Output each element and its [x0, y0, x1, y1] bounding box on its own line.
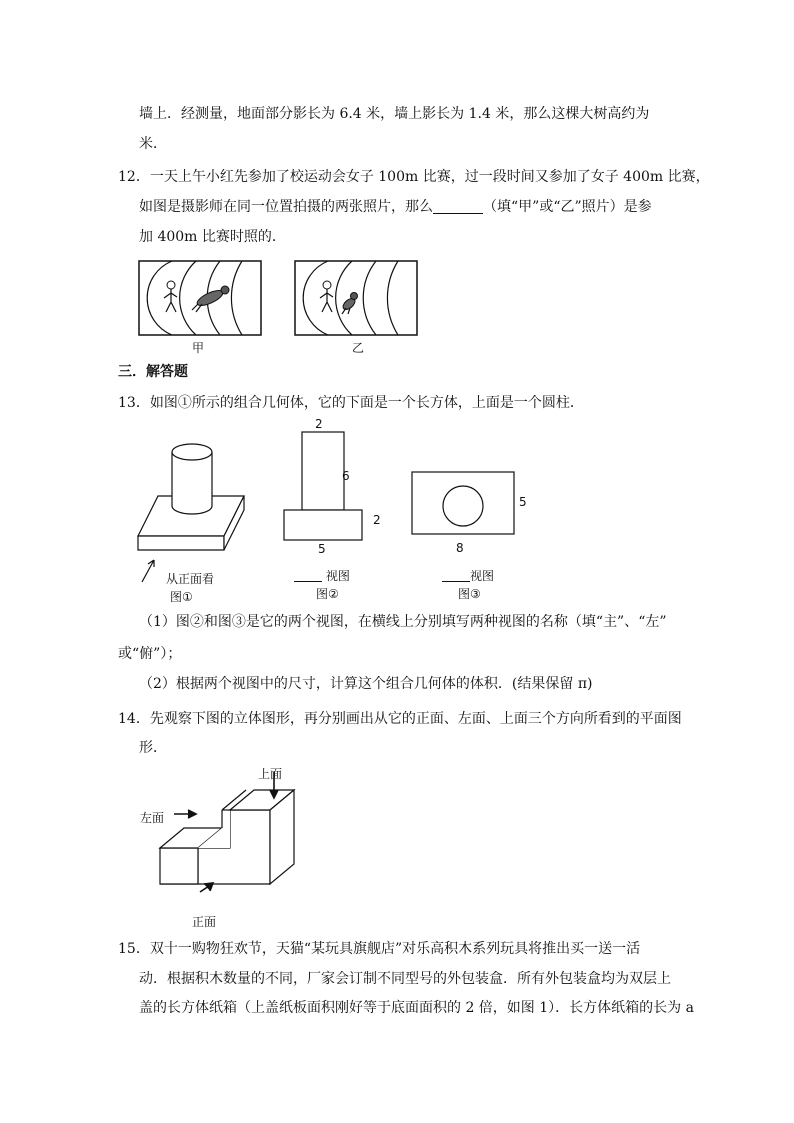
fig3-caption: 图③	[458, 587, 481, 601]
fig2-view-text: 视图	[325, 569, 350, 583]
q15-line1: 15．双十一购物狂欢节，天猫“某玩具旗舰店”对乐高积木系列玩具将推出买一送一活	[118, 941, 641, 957]
q13-sub1-line1: （1）图②和图③是它的两个视图，在横线上分别填写两种视图的名称（填“主”、“左”	[139, 614, 667, 630]
photo-jia-label: 甲	[192, 341, 205, 355]
fig2-view	[282, 428, 364, 542]
fig-step-top-label: 上面	[258, 767, 283, 781]
fig2-view-blank[interactable]	[294, 569, 322, 582]
fig-step-solid	[140, 762, 320, 922]
q12-line2-end: （填“甲”或“乙”照片）是参	[483, 199, 652, 215]
fig1-caption-number: 图①	[170, 590, 193, 604]
q12-line3: 加 400m 比赛时照的．	[139, 229, 286, 245]
photo-jia-figure	[138, 260, 264, 342]
fig-step-front-label: 正面	[192, 915, 217, 929]
fig-step-left-label: 左面	[140, 811, 165, 825]
photo-yi-figure	[294, 260, 420, 342]
fig3-view-text: 视图	[470, 569, 495, 583]
q13-sub2: （2）根据两个视图中的尺寸，计算这个组合几何体的体积．(结果保留 π)	[139, 676, 593, 692]
q11-line1: 墙上．经测量，地面部分影长为 6.4 米，墙上影长为 1.4 米，那么这棵大树高约为	[139, 106, 650, 122]
q14-line2: 形．	[139, 740, 167, 756]
photo-yi-label: 乙	[352, 341, 365, 355]
fig1-caption-view: 从正面看	[166, 572, 215, 586]
q12-answer-blank[interactable]	[433, 199, 483, 214]
fig2-view-label	[294, 566, 350, 586]
fig2-dim-bottom: 5	[318, 542, 326, 556]
section-heading: 三．解答题	[118, 364, 188, 380]
q13-sub1-line2: 或“俯”）；	[118, 646, 182, 662]
q15-line2: 动．根据积木数量的不同，厂家会订制不同型号的外包装盒．所有外包装盒均为双层上	[139, 971, 671, 987]
fig2-dim-right: 2	[373, 513, 381, 527]
fig3-view-label	[442, 566, 494, 586]
fig1-combined-solid	[130, 438, 250, 588]
fig3-view-blank[interactable]	[442, 569, 470, 582]
q14-line1: 14．先观察下图的立体图形，再分别画出从它的正面、左面、上面三个方向所看到的平面图	[118, 711, 682, 727]
q12-line2	[139, 197, 652, 217]
q12-line2-start: 如图是摄影师在同一位置拍摄的两张照片，那么	[139, 199, 433, 215]
q15-line3: 盖的长方体纸箱（上盖纸板面积刚好等于底面面积的 2 倍，如图 1）．长方体纸箱的长为 a	[139, 1000, 694, 1016]
fig3-dim-bottom: 8	[456, 541, 464, 555]
fig2-dim-top: 2	[315, 417, 323, 431]
q12-line1: 12．一天上午小红先参加了校运动会女子 100m 比赛，过一段时间又参加了女子 400m 比赛，	[118, 169, 710, 185]
fig3-view	[410, 470, 516, 536]
fig2-caption: 图②	[316, 587, 339, 601]
q13-line1: 13．如图①所示的组合几何体，它的下面是一个长方体，上面是一个圆柱．	[118, 395, 584, 411]
fig2-dim-mid: 6	[342, 469, 350, 483]
fig3-dim-right: 5	[519, 495, 527, 509]
q11-line2: 米．	[139, 136, 167, 152]
